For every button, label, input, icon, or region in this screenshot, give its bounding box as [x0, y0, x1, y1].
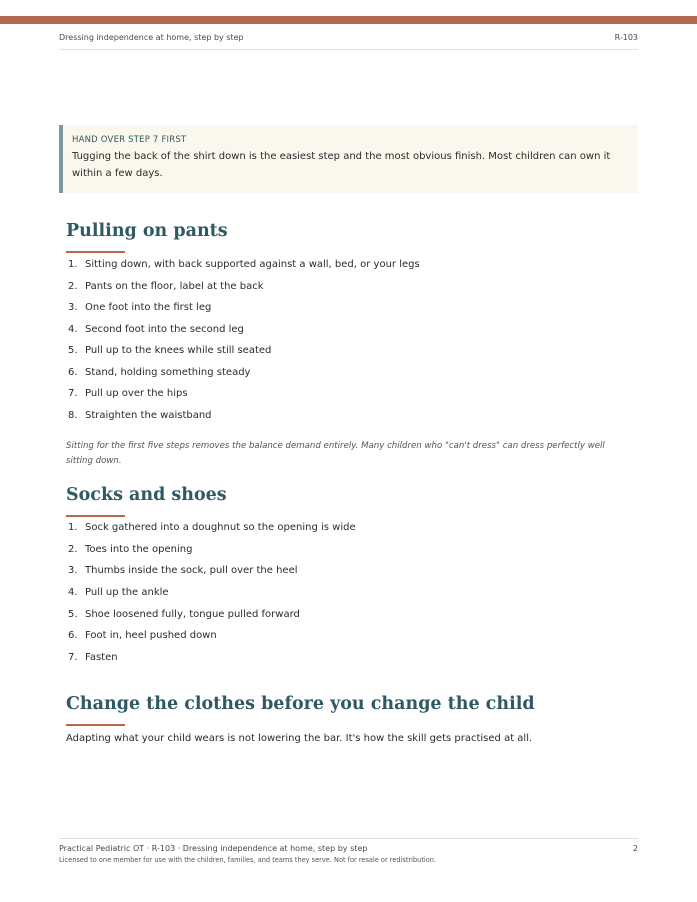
callout-label: HAND OVER STEP 7 FIRST [72, 135, 187, 145]
step-number: 8. [68, 409, 78, 421]
step-number: 4. [68, 323, 78, 335]
page-footer [59, 838, 638, 864]
top-accent-bar [0, 16, 697, 24]
step-text: Foot in, heel pushed down [85, 630, 217, 642]
list-item [66, 565, 356, 587]
footer-source: Practical Pediatric OT · R-103 · Dressing independence at home, step by step [59, 844, 368, 853]
list-item [66, 324, 420, 346]
list-item [66, 345, 420, 367]
step-text: Thumbs inside the sock, pull over the heel [85, 565, 298, 577]
list-item [66, 652, 356, 674]
header-title: Dressing independence at home, step by step [59, 33, 244, 42]
step-text: Fasten [85, 652, 118, 664]
section-rule [66, 515, 125, 517]
running-header [59, 33, 638, 50]
pants-steps-list [66, 259, 420, 431]
list-item [66, 522, 356, 544]
step-text: Pull up to the knees while still seated [85, 345, 272, 356]
socks-steps-list [66, 522, 356, 674]
section-rule [66, 251, 125, 253]
step-number: 1. [68, 259, 78, 270]
list-item [66, 630, 356, 652]
license-notice: Licensed to one member for use with the children, families, and teams they serve. Not for resale or redistribution. [59, 856, 437, 864]
list-item [66, 410, 420, 432]
step-number: 7. [68, 388, 78, 399]
step-number: 5. [68, 345, 78, 356]
step-text: Sock gathered into a doughnut so the opening is wide [85, 522, 356, 533]
step-number: 6. [68, 366, 78, 378]
step-number: 2. [68, 543, 78, 555]
section-title-clothes: Change the clothes before you change the child [66, 694, 535, 714]
list-item [66, 367, 420, 389]
list-item [66, 609, 356, 631]
pants-note: Sitting for the first five steps removes the balance demand entirely. Many children who "can't dress" can dress perfectly well sitting down. [66, 441, 605, 466]
tip-callout [59, 125, 638, 193]
step-text: Second foot into the second leg [85, 323, 244, 335]
step-text: Shoe loosened fully, tongue pulled forward [85, 608, 300, 620]
callout-text: Tugging the back of the shirt down is the easiest step and the most obvious finish. Most children can own it within a few days. [72, 151, 611, 179]
section-title-pants: Pulling on pants [66, 221, 228, 241]
step-text: Toes into the opening [85, 543, 193, 555]
step-text: Pull up the ankle [85, 587, 169, 599]
step-text: Pull up over the hips [85, 388, 188, 399]
section-rule [66, 724, 125, 726]
step-number: 3. [68, 565, 78, 577]
list-item [66, 259, 420, 281]
step-number: 4. [68, 587, 78, 599]
step-number: 6. [68, 630, 78, 642]
step-text: One foot into the first leg [85, 302, 212, 313]
step-text: Stand, holding something steady [85, 366, 251, 378]
header-code: R-103 [614, 33, 638, 42]
page-number: 2 [632, 844, 638, 853]
list-item [66, 388, 420, 410]
step-text: Pants on the floor, label at the back [85, 280, 264, 292]
step-text: Sitting down, with back supported against a wall, bed, or your legs [85, 259, 420, 270]
list-item [66, 302, 420, 324]
step-number: 7. [68, 652, 78, 664]
section-title-socks: Socks and shoes [66, 485, 227, 505]
step-number: 3. [68, 302, 78, 313]
step-number: 1. [68, 522, 78, 533]
list-item [66, 587, 356, 609]
list-item [66, 281, 420, 303]
list-item [66, 544, 356, 566]
step-number: 2. [68, 280, 78, 292]
step-number: 5. [68, 608, 78, 620]
clothes-body-text: Adapting what your child wears is not lowering the bar. It's how the skill gets practised at all. [66, 733, 533, 744]
step-text: Straighten the waistband [85, 409, 212, 421]
